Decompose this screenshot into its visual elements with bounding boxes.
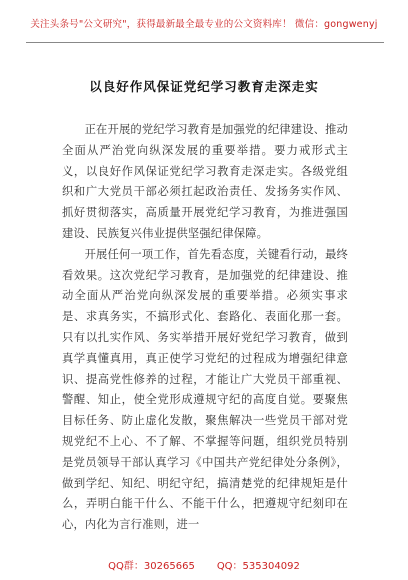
footer-qq: QQ：535304092: [216, 561, 300, 572]
header-note: 关注头条号"公文研究"，获得最新最全最专业的公文资料库！ 微信：gongwenyj: [30, 19, 378, 30]
footer-contact: [0, 557, 408, 572]
paragraph-1: 正在开展的党纪学习教育是加强党的纪律建设、推动全面从严治党向纵深发展的重要举措。要力戒形式主义，以良好作风保证党纪学习教育走深走实。各级党组织和广大党员干部必须扛起政治责任、发扬务实作风、抓好贯彻落实，高质量开展党纪学习教育，为推进强国建设、民族复兴伟业提供坚强纪律保障。: [62, 123, 348, 240]
document-title: 以良好作风保证党纪学习教育走深走实: [89, 79, 319, 94]
document-body: [62, 120, 348, 536]
footer-qq-group: QQ群：30265665: [108, 561, 195, 572]
paragraph-2: 开展任何一项工作，首先看态度，关键看行动，最终看效果。这次党纪学习教育，是加强党的纪律建设、推动全面从严治党向纵深发展的重要举措。必须实事求是、求真务实，不搞形式化、套路化、表面化那一套。只有以扎实作风、务实举措开展好党纪学习教育，做到真学真懂真用，真正使学习党纪的过程成为增强纪律意识、提高党性修养的过程，才能让广大党员干部重视、警醒、知止，使全党形成遵规守纪的高度自觉。要聚焦目标任务、防止虚化发散，聚焦解决一些党员干部对党规党纪不上心、不了解、不掌握等问题，组织党员特别是党员领导干部认真学习《中国共产党纪律处分条例》，做到学纪、知纪、明纪守纪，搞清楚党的纪律规矩是什么，弄明白能干什么、不能干什么，把遵规守纪刻印在心，内化为言行准则，进一: [62, 247, 348, 532]
header-divider: [26, 42, 384, 43]
